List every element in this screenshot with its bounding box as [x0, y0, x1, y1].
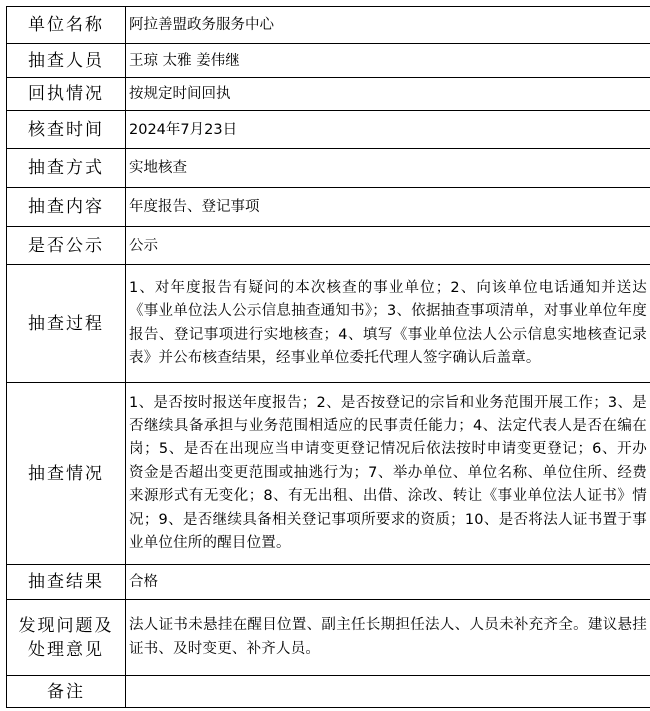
table-row [7, 7, 650, 44]
row-label-issues-opinion [7, 600, 126, 676]
row-value-publicity: 公示 [126, 227, 650, 265]
row-label-remarks: 备注 [7, 676, 126, 708]
inspection-record-table [6, 6, 650, 708]
row-value-check-date: 2024年7月23日 [126, 111, 650, 149]
table-row [7, 565, 650, 600]
table-row [7, 78, 650, 111]
row-value-issues-opinion: 法人证书未悬挂在醒目位置、副主任长期担任法人、人员未补充齐全。建议悬挂证书、及时变更、补齐人员。 [126, 600, 650, 676]
table-row [7, 111, 650, 149]
row-label-check-process: 抽查过程 [7, 265, 126, 383]
row-label-check-result: 抽查结果 [7, 565, 126, 600]
row-label-check-date: 核查时间 [7, 111, 126, 149]
row-label-publicity: 是否公示 [7, 227, 126, 265]
row-value-receipt-status: 按规定时间回执 [126, 78, 650, 111]
table-row [7, 676, 650, 708]
row-value-check-situation: 1、是否按时报送年度报告；2、是否按登记的宗旨和业务范围开展工作；3、是否继续具备承担与业务范围相适应的民事责任能力；4、法定代表人是否在编在岗；5、是否在出现应当申请变更登记情况后依法按时申请变更登记；6、开办资金是否超出变更范围或抽逃行为；7、举办单位、单位名称、单位住所、经费来源形式有无变化；8、有无出租、出借、涂改、转让《事业单位法人证书》情况；9、是否继续具备相关登记事项所要求的资质；10、是否将法人证书置于事业单位住所的醒目位置。 [126, 383, 650, 565]
row-label-unit-name: 单位名称 [7, 7, 126, 44]
row-value-check-content: 年度报告、登记事项 [126, 188, 650, 227]
row-value-remarks [126, 676, 650, 708]
row-label-issues-opinion-line2: 处理意见 [28, 639, 104, 660]
row-label-check-situation: 抽查情况 [7, 383, 126, 565]
row-label-issues-opinion-line1: 发现问题及 [18, 615, 114, 636]
row-value-check-process: 1、对年度报告有疑问的本次核查的事业单位；2、向该单位电话通知并送达《事业单位法人公示信息抽查通知书》；3、依据抽查事项清单，对事业单位年度报告、登记事项进行实地核查；4、填写《事业单位法人公示信息实地核查记录表》并公布核查结果，经事业单位委托代理人签字确认后盖章。 [126, 265, 650, 383]
table-row [7, 600, 650, 676]
row-value-check-result: 合格 [126, 565, 650, 600]
row-value-inspectors: 王琼 太雅 姜伟继 [126, 44, 650, 78]
row-value-unit-name: 阿拉善盟政务服务中心 [126, 7, 650, 44]
row-label-check-method: 抽查方式 [7, 149, 126, 188]
table-row [7, 188, 650, 227]
table-row [7, 149, 650, 188]
row-value-check-method: 实地核查 [126, 149, 650, 188]
row-label-check-content: 抽查内容 [7, 188, 126, 227]
table-row [7, 44, 650, 78]
row-label-receipt-status: 回执情况 [7, 78, 126, 111]
row-label-inspectors: 抽查人员 [7, 44, 126, 78]
table-row [7, 383, 650, 565]
table-row [7, 265, 650, 383]
table-row [7, 227, 650, 265]
